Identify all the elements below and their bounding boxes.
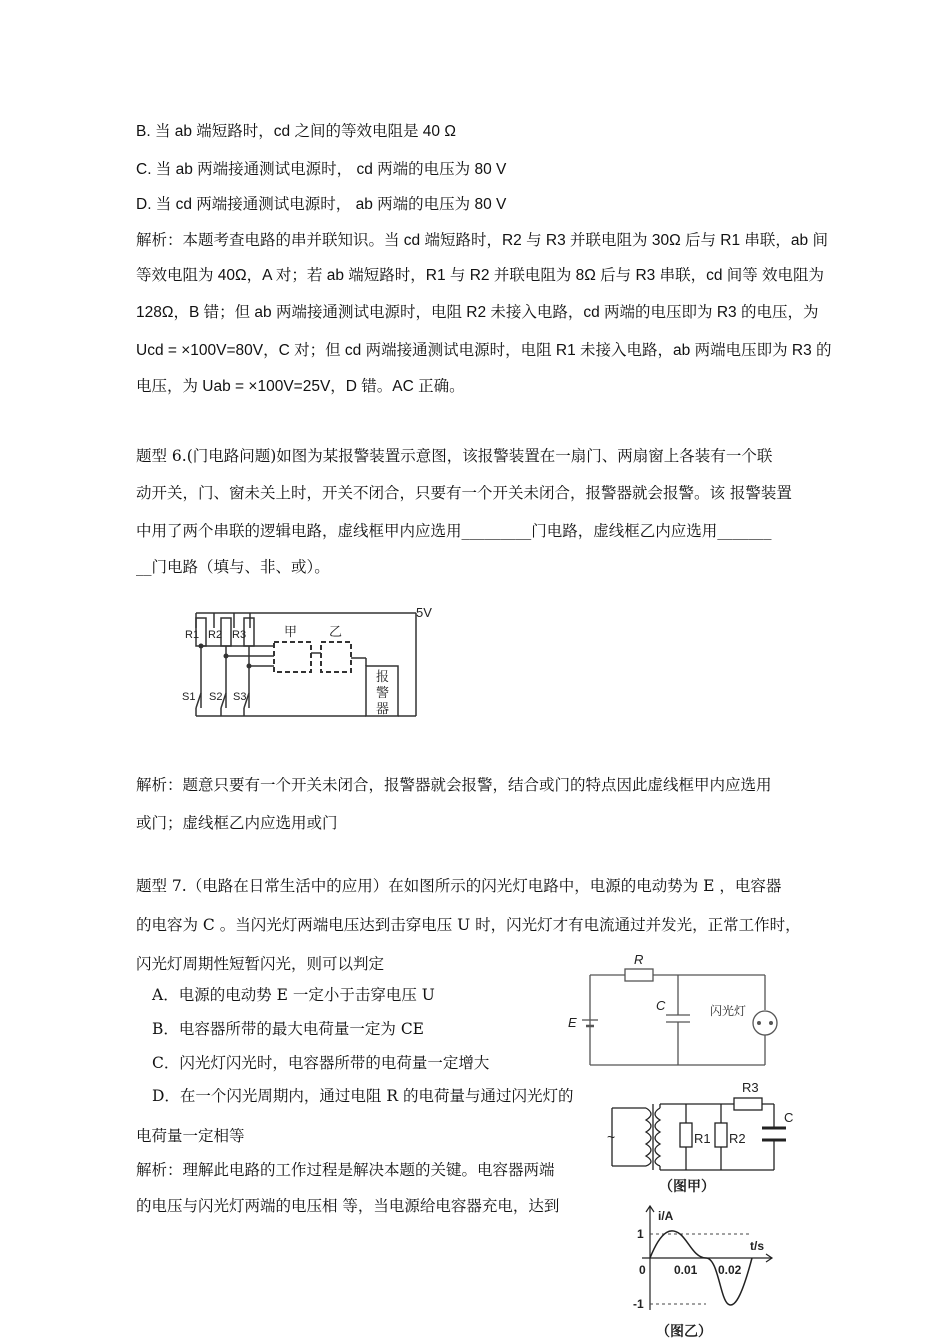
resistor-r-label: R [634, 952, 644, 967]
q6-line-3: 中用了两个串联的逻辑电路，虚线框甲内应选用_________门电路，虚线框乙内应选用_______ [136, 522, 772, 540]
q7-option-c: C．闪光灯闪光时，电容器所带的电荷量一定增大 [152, 1054, 490, 1072]
alarm-circuit-figure [176, 598, 436, 728]
transformer-circuit-figure [596, 1078, 806, 1198]
flash-lamp-circuit-figure [560, 950, 785, 1075]
tick-x-002: 0.02 [718, 1263, 742, 1277]
x-axis-label: t/s [750, 1239, 765, 1253]
figure-a-caption: （图甲） [659, 1178, 715, 1194]
box-yi-label: 乙 [329, 624, 343, 639]
capacitor-c-label: C [656, 998, 666, 1013]
s1-label: S1 [182, 691, 196, 703]
figure-b-caption: （图乙） [656, 1323, 712, 1339]
s2-label: S2 [209, 691, 223, 703]
alarm-label-3: 器 [376, 701, 390, 716]
q7-line-2: 的电容为 C 。当闪光灯两端电压达到击穿电压 U 时，闪光灯才有电流通过并发光，正常工作时， [136, 916, 801, 934]
analysis7-line-1: 解析：理解此电路的工作过程是解决本题的关键。电容器两端 [136, 1161, 555, 1179]
current-waveform-figure [622, 1198, 790, 1344]
analysis6-line-1: 解析：题意只要有一个开关未闭合，报警器就会报警，结合或门的特点因此虚线框甲内应选用 [136, 776, 772, 794]
r1-label: R1 [694, 1131, 711, 1146]
tick-origin: 0 [639, 1263, 646, 1277]
q6-line-2: 动开关，门、窗未关上时，开关不闭合，只要有一个开关未闭合，报警器就会报警。该 报警装置 [136, 484, 792, 502]
box-jia-label: 甲 [284, 624, 298, 639]
r2-label: R2 [729, 1131, 746, 1146]
s3-label: S3 [233, 691, 247, 703]
analysis6-line-2: 或门；虚线框乙内应选用或门 [136, 814, 338, 832]
analysis5-line-5: 电压，为 Uab = ×100V=25V，D 错。AC 正确。 [136, 378, 465, 395]
c-label: C [784, 1110, 794, 1125]
tick-y-neg1: -1 [633, 1297, 644, 1311]
q6-line-4: __门电路（填与、非、或）。 [136, 558, 330, 576]
y-axis-label: i/A [658, 1209, 674, 1223]
junction-dot [199, 644, 204, 649]
ac-source-icon: ~ [607, 1129, 616, 1145]
analysis5-line-3: 128Ω，B 错；但 ab 两端接通测试电源时，电阻 R2 未接入电路，cd 两端的电压即为 R3 的电压，为 [136, 304, 819, 321]
junction-dot [224, 654, 229, 659]
q7-option-d: D．在一个闪光周期内，通过电阻 R 的电荷量与通过闪光灯的 [152, 1087, 574, 1105]
q7-line-1: 题型 7.（电路在日常生活中的应用）在如图所示的闪光灯电路中，电源的电动势为 E ，电容器 [136, 877, 782, 895]
emf-e-label: E [568, 1015, 577, 1030]
q7-option-a: A．电源的电动势 E 一定小于击穿电压 U [152, 986, 435, 1004]
q7-line-3: 闪光灯周期性短暂闪光，则可以判定 [136, 955, 385, 973]
alarm-label-2: 警 [376, 685, 390, 700]
analysis7-line-2: 的电压与闪光灯两端的电压相 等，当电源给电容器充电，达到 [136, 1197, 560, 1215]
r3-label: R3 [232, 629, 247, 641]
alarm-label-1: 报 [376, 669, 390, 684]
r1-label: R1 [185, 629, 200, 641]
analysis5-line-1: 解析：本题考查电路的串并联知识。当 cd 端短路时，R2 与 R3 并联电阻为 30Ω 后与 R1 串联，ab 间 [136, 232, 828, 249]
lamp-electrode [757, 1021, 761, 1025]
q6-line-1: 题型 6.(门电路问题)如图为某报警装置示意图，该报警装置在一扇门、两扇窗上各装有一个联 [136, 447, 773, 465]
flash-lamp-label: 闪光灯 [710, 1004, 747, 1018]
q7-option-b: B．电容器所带的最大电荷量一定为 CE [152, 1020, 424, 1038]
q7-option-d-tail: 电荷量一定相等 [136, 1127, 245, 1145]
analysis5-line-2: 等效电阻为 40Ω，A 对；若 ab 端短路时，R1 与 R2 并联电阻为 8Ω 后与 R3 串联，cd 间等 效电阻为 [136, 267, 825, 284]
r2-label: R2 [208, 629, 223, 641]
junction-dot [247, 664, 252, 669]
lamp-electrode [769, 1021, 773, 1025]
option-c: C. 当 ab 两端接通测试电源时， cd 两端的电压为 80 V [136, 161, 507, 178]
tick-x-001: 0.01 [674, 1263, 698, 1277]
option-d: D. 当 cd 两端接通测试电源时， ab 两端的电压为 80 V [136, 196, 507, 213]
tick-y-1: 1 [637, 1227, 644, 1241]
option-b: B. 当 ab 端短路时，cd 之间的等效电阻是 40 Ω [136, 123, 456, 140]
supply-label: 5V [416, 605, 432, 620]
r3-label: R3 [742, 1080, 759, 1095]
analysis5-line-4: Ucd = ×100V=80V，C 对；但 cd 两端接通测试电源时，电阻 R1 未接入电路，ab 两端电压即为 R3 的 [136, 342, 832, 359]
